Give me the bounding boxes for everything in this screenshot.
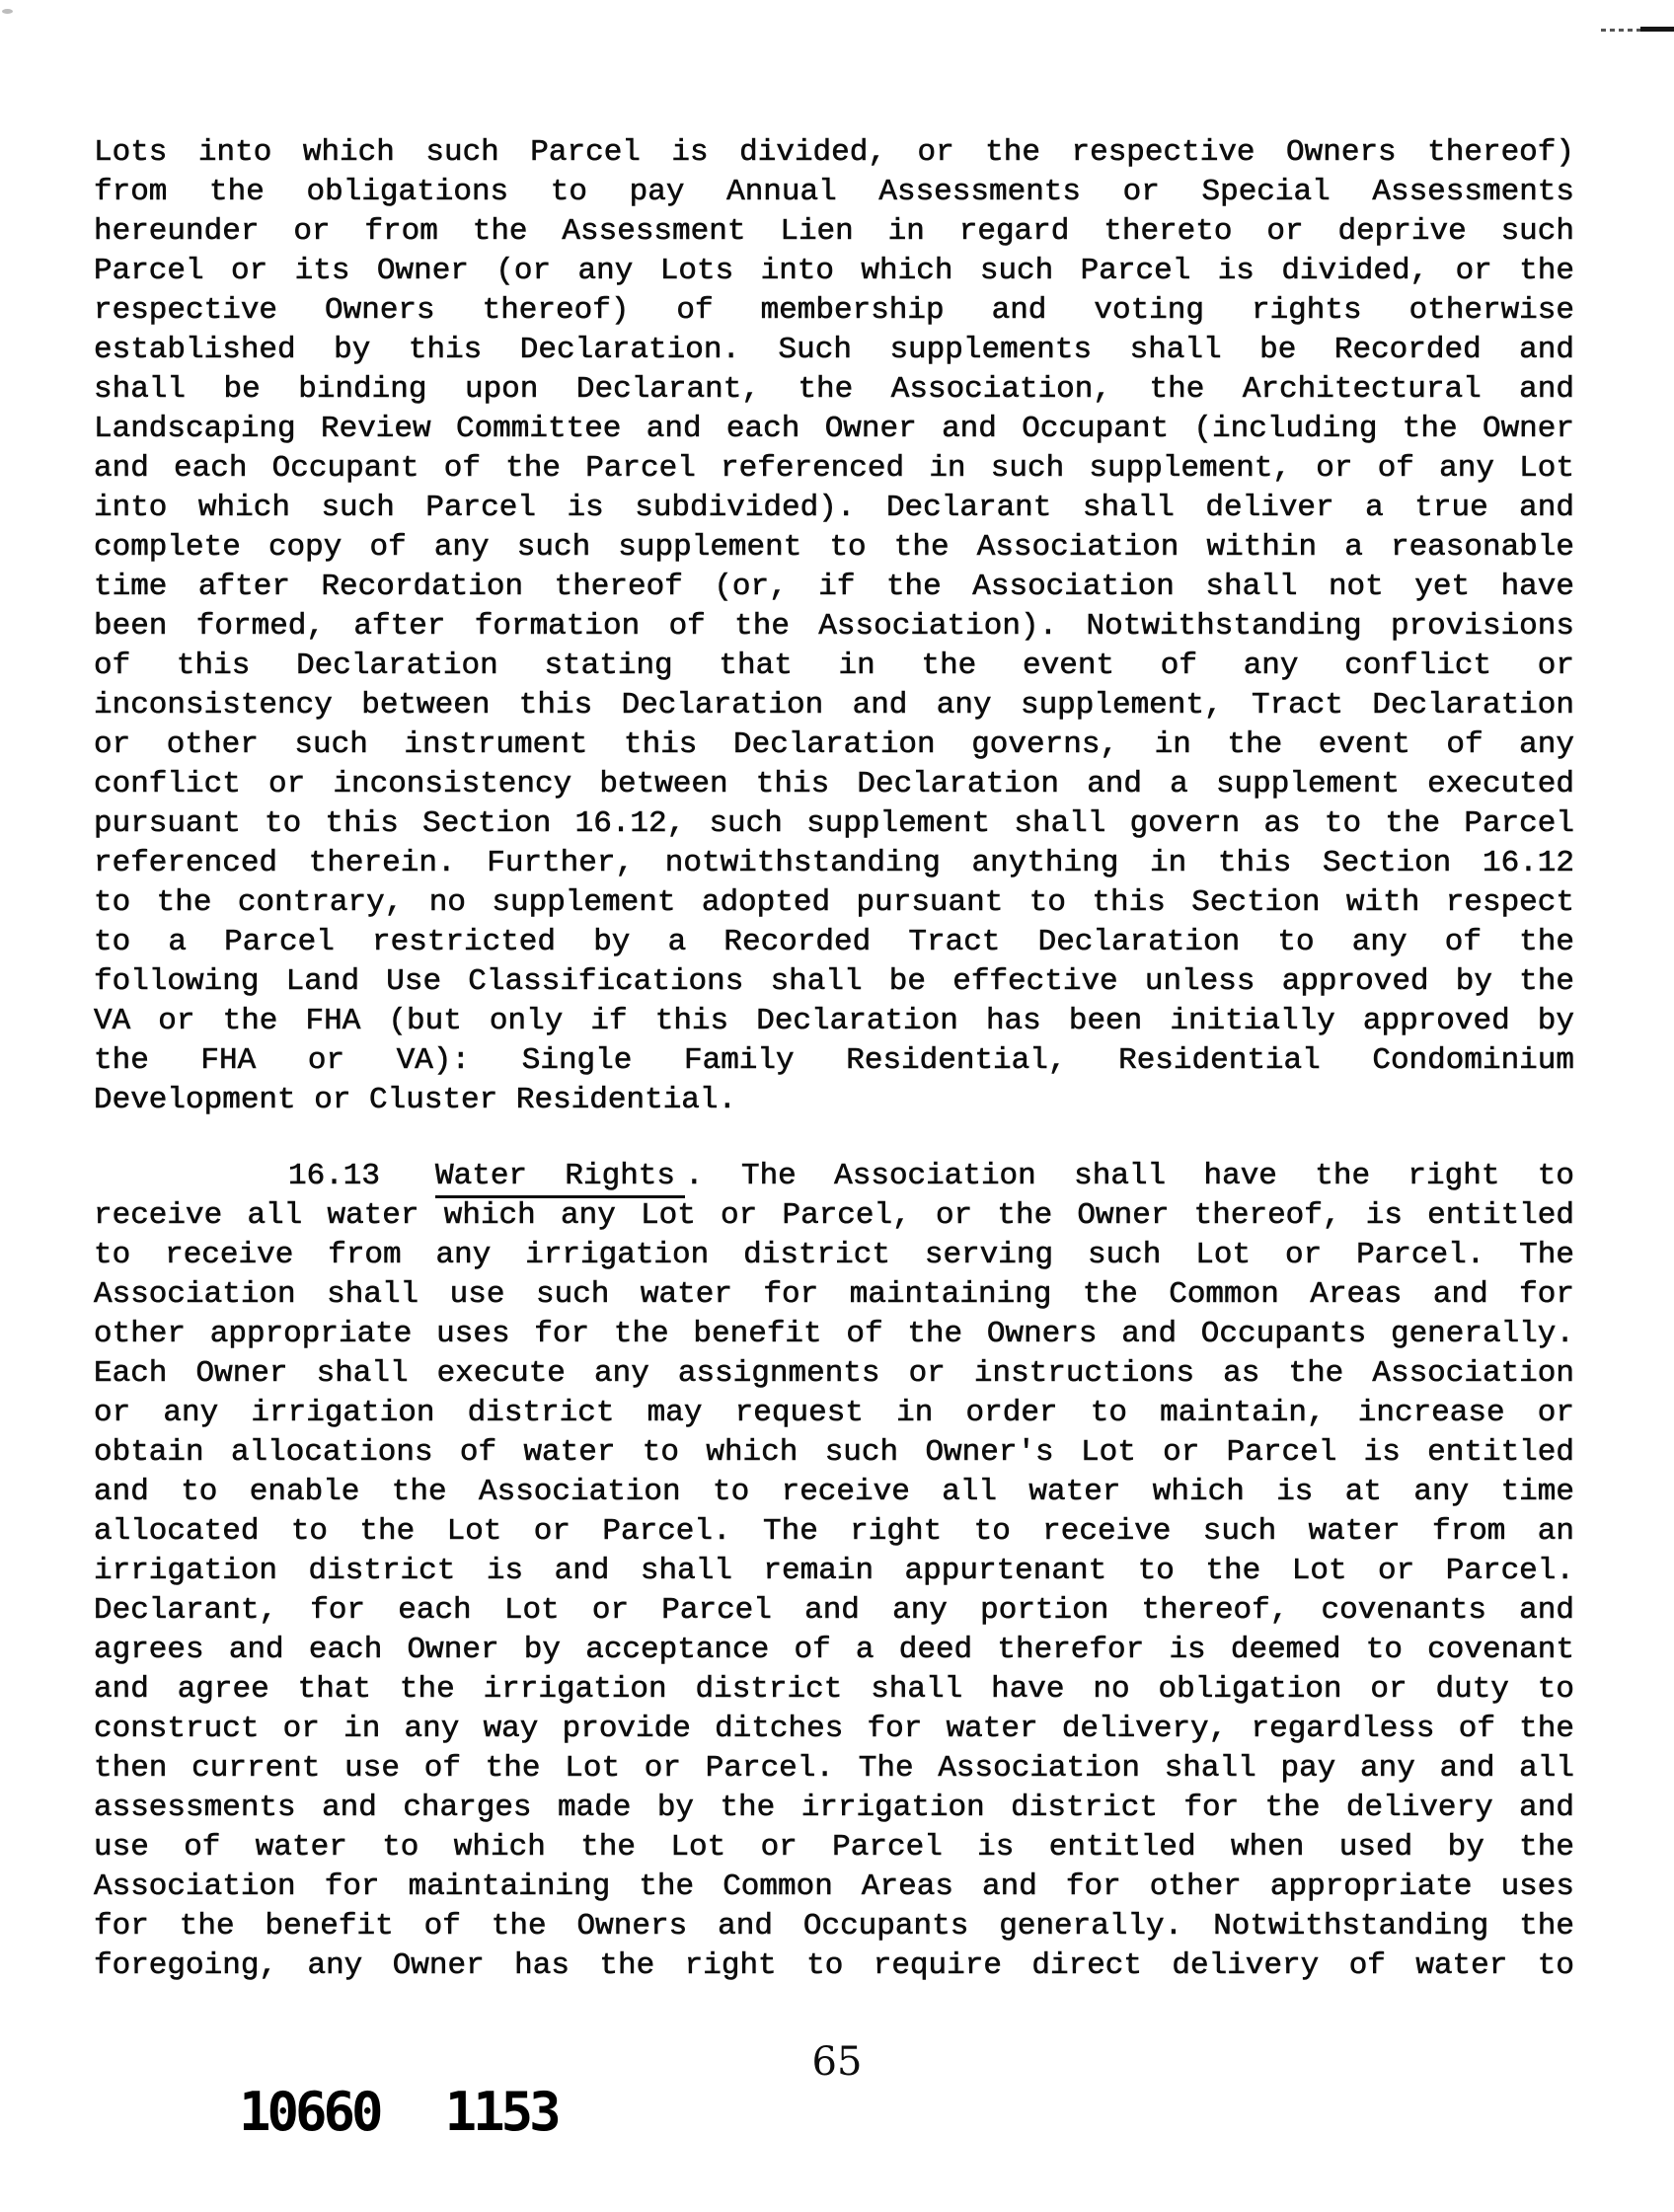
text-line: Parcel or its Owner (or any Lots into which such Parcel is divided, or the xyxy=(94,254,1574,288)
text-line: to the contrary, no supplement adopted pursuant to this Section with respect xyxy=(94,885,1574,920)
text-line: Declarant, for each Lot or Parcel and any portion thereof, covenants and xyxy=(94,1593,1574,1628)
page-number: 65 xyxy=(811,2039,863,2085)
heading-rest: . The Association shall have the right to xyxy=(685,1159,1574,1193)
text-line: then current use of the Lot or Parcel. The Association shall pay any and all xyxy=(94,1751,1574,1786)
text-line: assessments and charges made by the irrigation district for the delivery and xyxy=(94,1791,1574,1825)
text-line: and each Occupant of the Parcel referenced in such supplement, or of any Lot xyxy=(94,451,1574,486)
recorder-stamp xyxy=(239,2081,558,2143)
text-line: following Land Use Classifications shall be effective unless approved by the xyxy=(94,964,1574,999)
section-number: 16.13 xyxy=(288,1159,381,1193)
section-heading-line xyxy=(94,1157,1574,1196)
stamp-book-number: 10660 xyxy=(239,2081,380,2143)
text-line: Each Owner shall execute any assignments or instructions as the Association xyxy=(94,1356,1574,1391)
text-line: obtain allocations of water to which such Owner's Lot or Parcel is entitled xyxy=(94,1435,1574,1470)
text-line: Lots into which such Parcel is divided, or the respective Owners thereof) xyxy=(94,135,1574,170)
top-right-solid-mark xyxy=(1640,27,1674,32)
text-line: or other such instrument this Declaration governs, in the event of any xyxy=(94,727,1574,762)
text-line: or any irrigation district may request in order to maintain, increase or xyxy=(94,1396,1574,1430)
text-line: from the obligations to pay Annual Assessments or Special Assessments xyxy=(94,175,1574,209)
text-line: time after Recordation thereof (or, if the Association shall not yet have xyxy=(94,570,1574,604)
stamp-page-number: 1153 xyxy=(444,2081,558,2143)
paragraph-1 xyxy=(94,133,1574,1120)
document-body xyxy=(94,133,1574,1986)
text-line: other appropriate uses for the benefit of the Owners and Occupants generally. xyxy=(94,1317,1574,1351)
text-line: into which such Parcel is subdivided). Declarant shall deliver a true and xyxy=(94,491,1574,525)
text-line: hereunder or from the Assessment Lien in regard thereto or deprive such xyxy=(94,214,1574,249)
text-line: the FHA or VA): Single Family Residential, Residential Condominium xyxy=(94,1043,1574,1078)
text-line: foregoing, any Owner has the right to require direct delivery of water to xyxy=(94,1948,1574,1983)
text-line: of this Declaration stating that in the event of any conflict or xyxy=(94,648,1574,683)
text-line: to receive from any irrigation district serving such Lot or Parcel. The xyxy=(94,1238,1574,1272)
text-line: allocated to the Lot or Parcel. The right to receive such water from an xyxy=(94,1514,1574,1549)
text-line: inconsistency between this Declaration and any supplement, Tract Declaration xyxy=(94,688,1574,723)
text-line: referenced therein. Further, notwithstanding anything in this Section 16.12 xyxy=(94,846,1574,880)
section-title: Water Rights xyxy=(435,1159,685,1198)
text-line: for the benefit of the Owners and Occupants generally. Notwithstanding the xyxy=(94,1909,1574,1944)
text-line: VA or the FHA (but only if this Declaration has been initially approved by xyxy=(94,1004,1574,1038)
paragraph-2-body xyxy=(94,1196,1574,1986)
text-line: and to enable the Association to receive all water which is at any time xyxy=(94,1475,1574,1509)
text-line: receive all water which any Lot or Parcel, or the Owner thereof, is entitled xyxy=(94,1198,1574,1233)
text-line: construct or in any way provide ditches for water delivery, regardless of the xyxy=(94,1712,1574,1746)
paragraph-spacer xyxy=(94,1120,1574,1157)
text-line: Association shall use such water for maintaining the Common Areas and for xyxy=(94,1277,1574,1312)
text-line: respective Owners thereof) of membership and voting rights otherwise xyxy=(94,293,1574,328)
text-line: use of water to which the Lot or Parcel is entitled when used by the xyxy=(94,1830,1574,1865)
top-right-dash-mark xyxy=(1601,29,1640,32)
text-line: complete copy of any such supplement to the Association within a reasonable xyxy=(94,530,1574,565)
text-line: to a Parcel restricted by a Recorded Tract Declaration to any of the xyxy=(94,925,1574,959)
text-line: and agree that the irrigation district shall have no obligation or duty to xyxy=(94,1672,1574,1707)
text-line: been formed, after formation of the Association). Notwithstanding provisions xyxy=(94,609,1574,644)
text-line: pursuant to this Section 16.12, such supplement shall govern as to the Parcel xyxy=(94,806,1574,841)
text-line: Association for maintaining the Common Areas and for other appropriate uses xyxy=(94,1869,1574,1904)
scan-speck xyxy=(2,9,13,14)
text-line: shall be binding upon Declarant, the Association, the Architectural and xyxy=(94,372,1574,407)
text-line: conflict or inconsistency between this Declaration and a supplement executed xyxy=(94,767,1574,801)
text-line: agrees and each Owner by acceptance of a deed therefor is deemed to covenant xyxy=(94,1633,1574,1667)
text-line: Development or Cluster Residential. xyxy=(94,1083,737,1117)
text-line: Landscaping Review Committee and each Owner and Occupant (including the Owner xyxy=(94,412,1574,446)
text-line: established by this Declaration. Such supplements shall be Recorded and xyxy=(94,333,1574,367)
text-line: irrigation district is and shall remain appurtenant to the Lot or Parcel. xyxy=(94,1554,1574,1588)
